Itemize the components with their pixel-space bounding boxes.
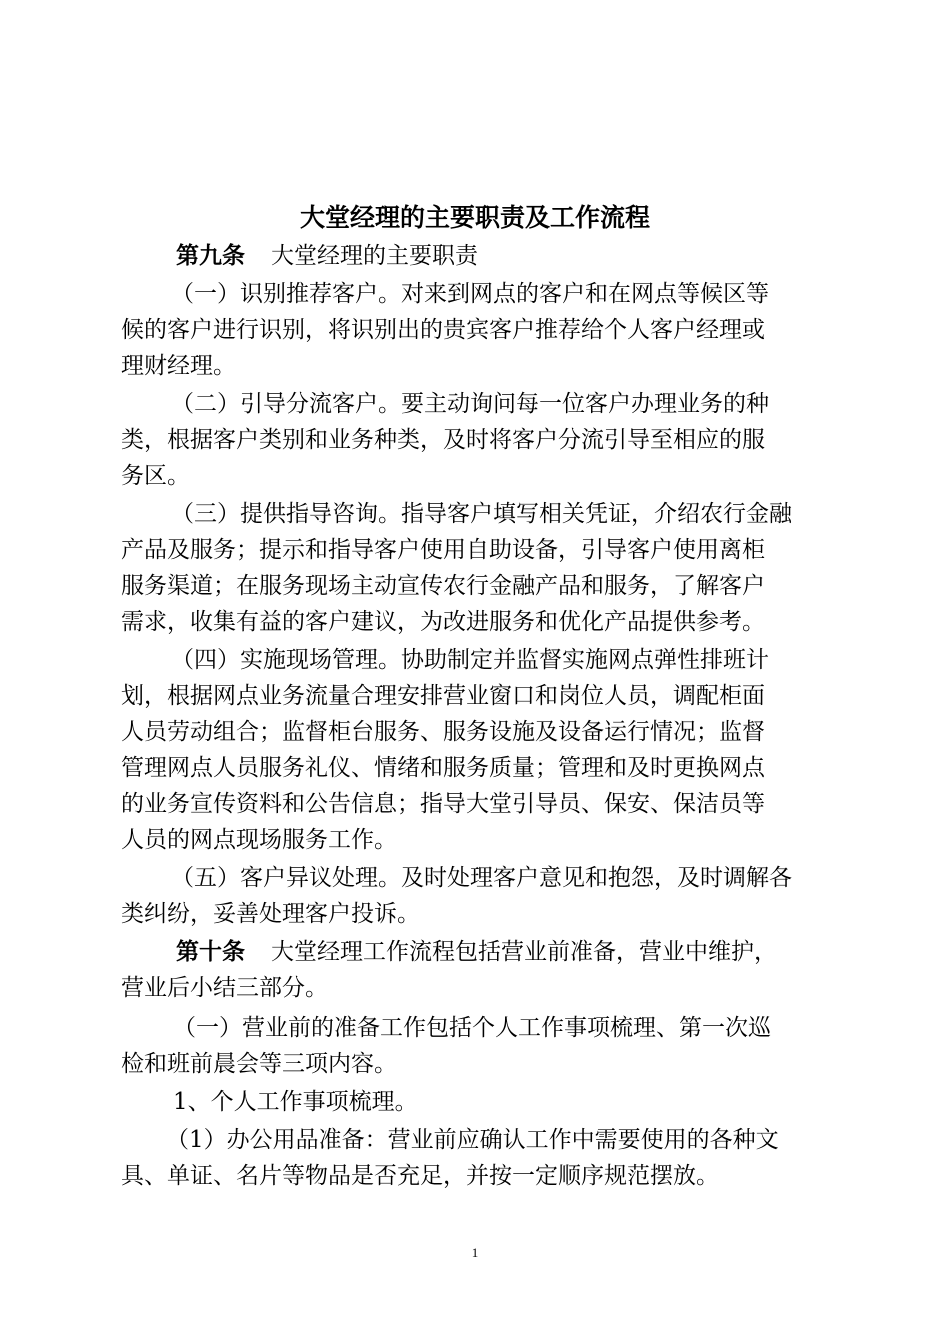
text-line: 检和班前晨会等三项内容。 (121, 1051, 397, 1077)
text-line: 划，根据网点业务流量合理安排营业窗口和岗位人员，调配柜面 (121, 683, 765, 709)
page-number: 1 (471, 1245, 479, 1260)
text-line: （三）提供指导咨询。指导客户填写相关凭证，介绍农行金融 (171, 501, 792, 527)
text-line: 人员劳动组合；监督柜台服务、服务设施及设备运行情况；监督 (121, 719, 765, 745)
text-line: 人员的网点现场服务工作。 (121, 827, 397, 853)
article-9-line (0, 238, 950, 274)
text-line: （五）客户异议处理。及时处理客户意见和抱怨，及时调解各 (171, 865, 792, 891)
text-line: （1）办公用品准备：营业前应确认工作中需要使用的各种文 (166, 1127, 779, 1153)
text-line: 候的客户进行识别，将识别出的贵宾客户推荐给个人客户经理或 (121, 317, 765, 343)
text-line: 的业务宣传资料和公告信息；指导大堂引导员、保安、保洁员等 (121, 791, 765, 817)
article-9-heading: 第九条 (176, 243, 245, 269)
text-line: （二）引导分流客户。要主动询问每一位客户办理业务的种 (171, 391, 769, 417)
text-line: 具、单证、名片等物品是否充足，并按一定顺序规范摆放。 (121, 1163, 719, 1189)
text-line: （一）营业前的准备工作包括个人工作事项梳理、第一次巡 (173, 1015, 771, 1041)
document-title: 大堂经理的主要职责及工作流程 (299, 203, 650, 232)
text-line: 类，根据客户类别和业务种类，及时将客户分流引导至相应的服 (121, 427, 765, 453)
text-line: 1、个人工作事项梳理。 (173, 1089, 418, 1115)
text-line: （一）识别推荐客户。对来到网点的客户和在网点等候区等 (171, 281, 769, 307)
article-10-line (0, 934, 950, 970)
text-line: 服务渠道；在服务现场主动宣传农行金融产品和服务，了解客户 (121, 573, 765, 599)
article-10-text: 大堂经理工作流程包括营业前准备，营业中维护， (271, 939, 777, 965)
article-10-heading: 第十条 (176, 939, 245, 965)
text-line: 类纠纷，妥善处理客户投诉。 (121, 901, 420, 927)
text-line: （四）实施现场管理。协助制定并监督实施网点弹性排班计 (171, 647, 769, 673)
text-line: 理财经理。 (121, 353, 236, 379)
article-9-text: 大堂经理的主要职责 (271, 243, 478, 269)
text-line: 务区。 (121, 463, 190, 489)
text-line: 需求，收集有益的客户建议，为改进服务和优化产品提供参考。 (121, 609, 765, 635)
text-line: 管理网点人员服务礼仪、情绪和服务质量；管理和及时更换网点 (121, 755, 765, 781)
text-line: 营业后小结三部分。 (121, 975, 328, 1001)
text-line: 产品及服务；提示和指导客户使用自助设备，引导客户使用离柜 (121, 537, 765, 563)
